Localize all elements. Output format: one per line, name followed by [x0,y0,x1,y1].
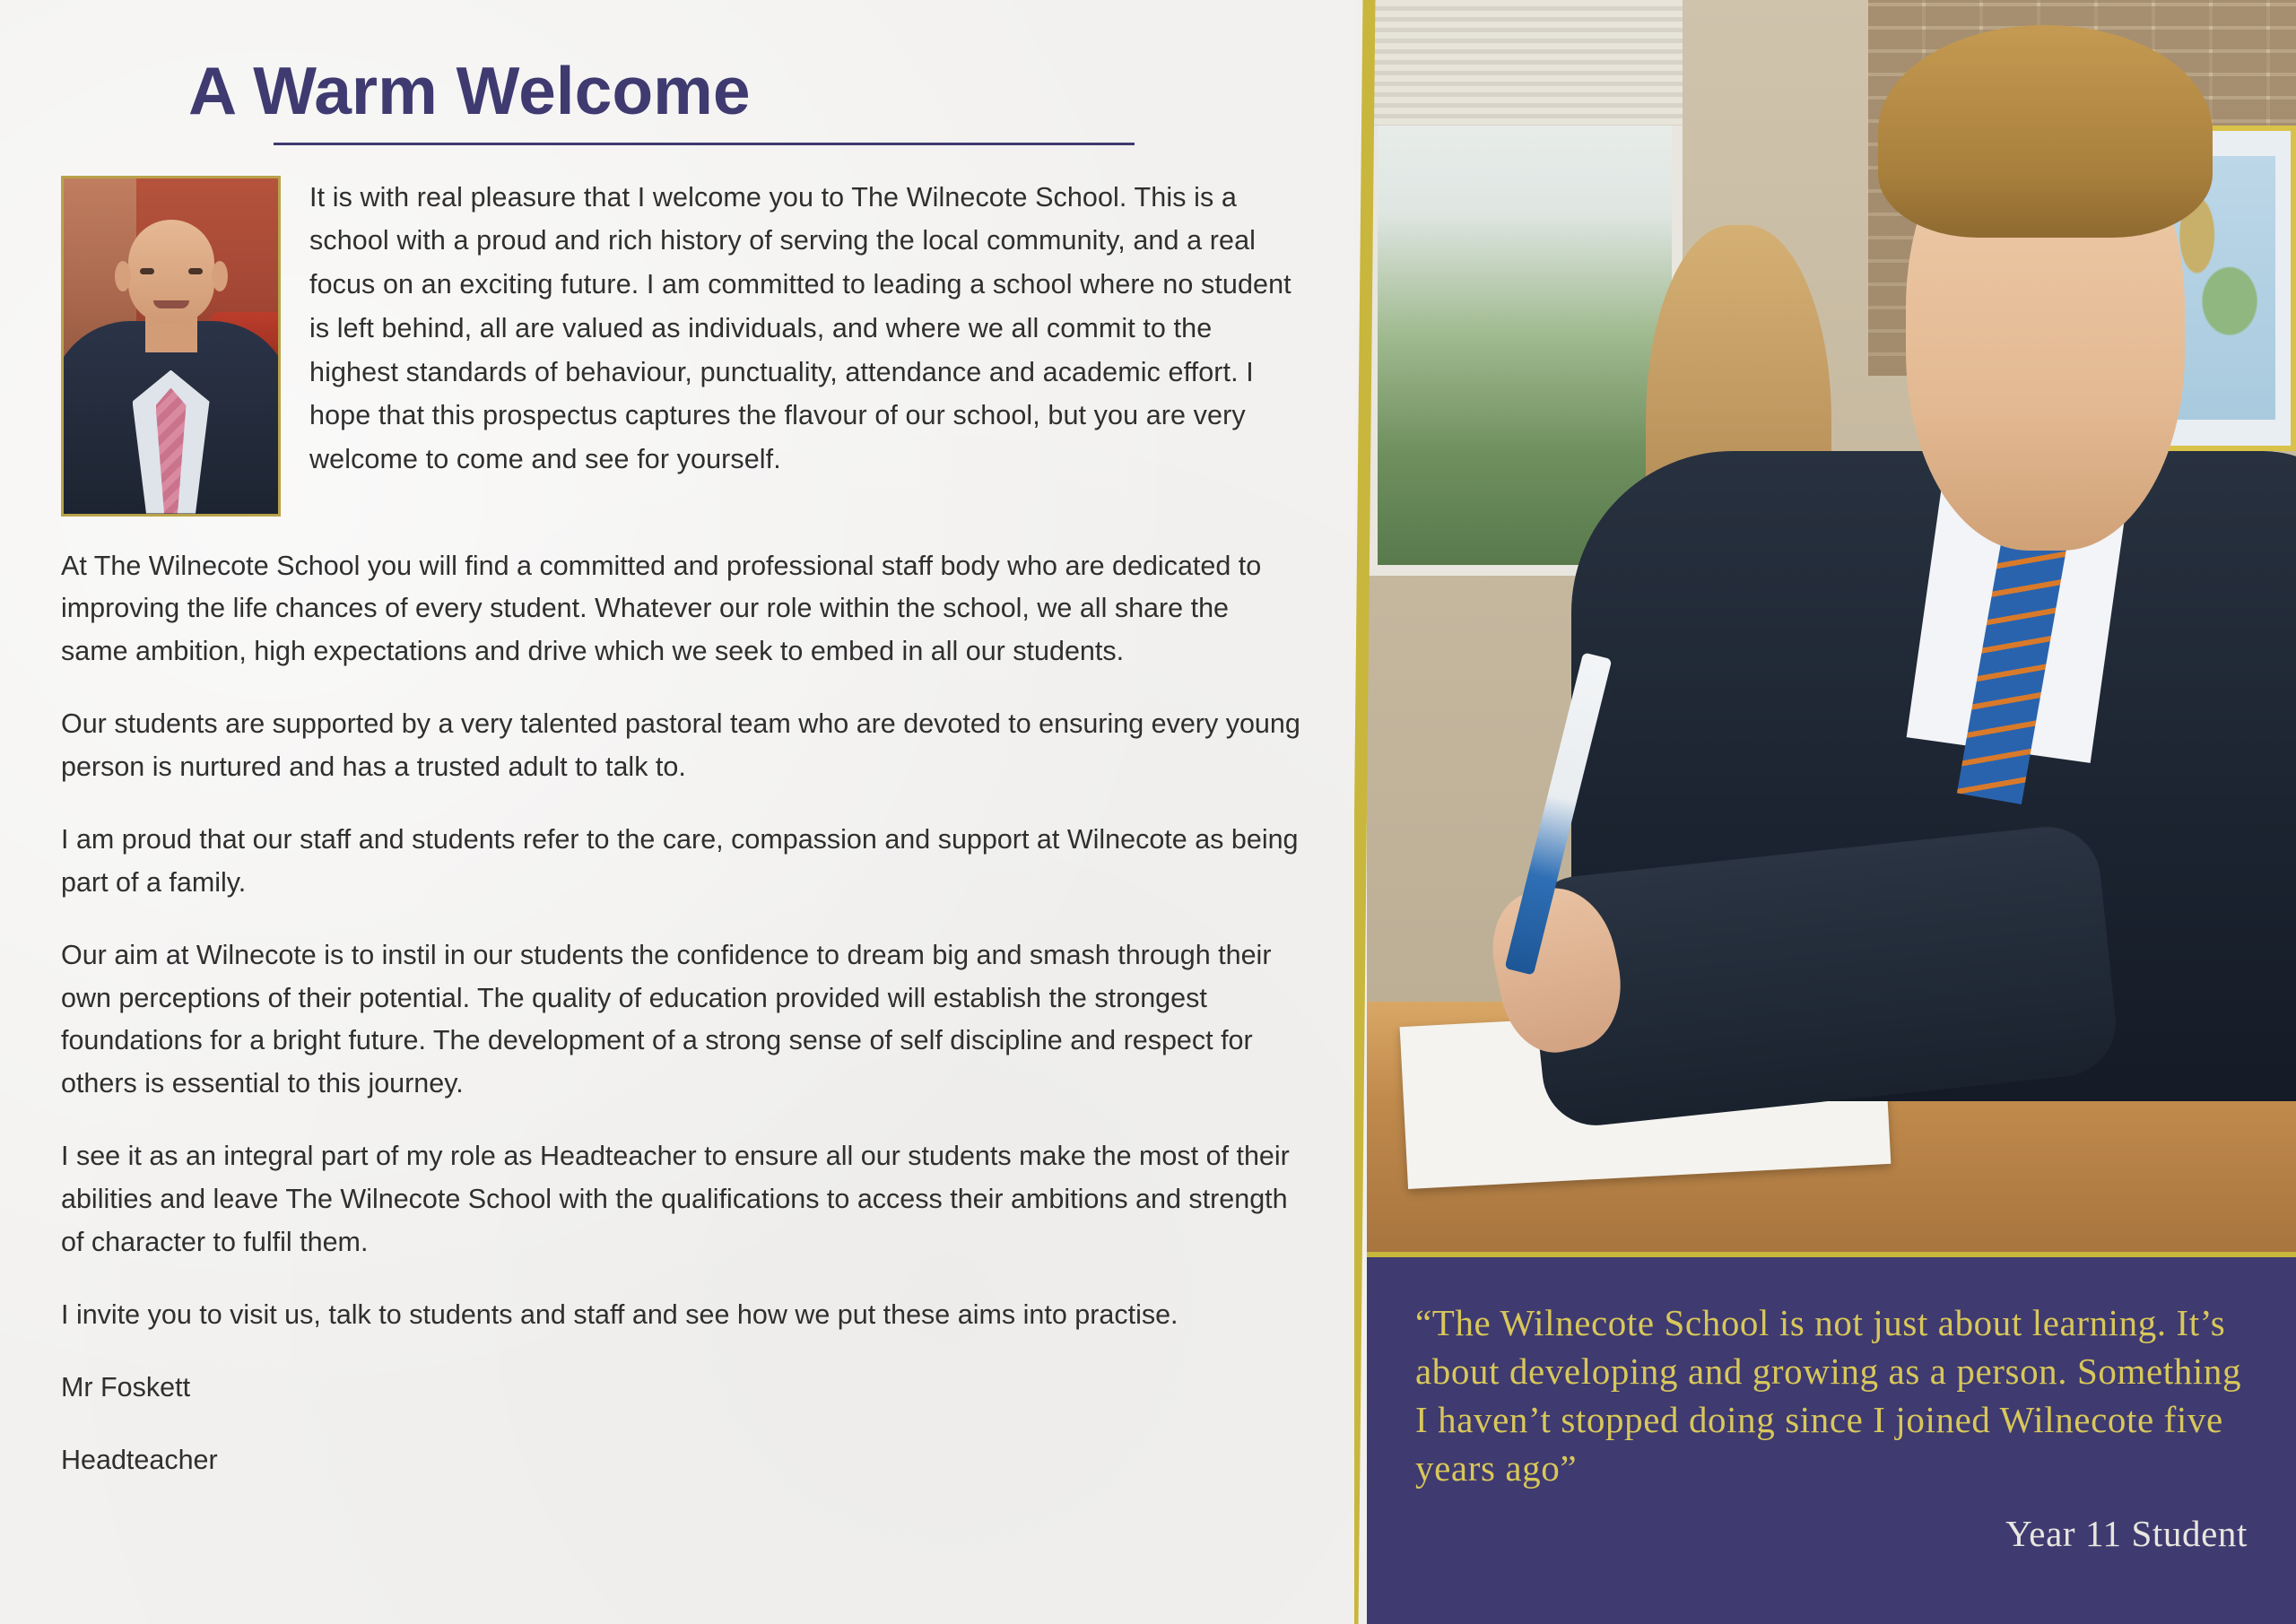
student-quote: “The Wilnecote School is not just about learning. It’s about developing and growing as a person. Something I haven’t stopped doing since I joined Wilnecote five years ago” [1415,1302,2242,1489]
letter-paragraph: I invite you to visit us, talk to students and staff and see how we put these aims into practise. [61,1298,1178,1330]
letter-paragraph: Our aim at Wilnecote is to instil in our students the confidence to dream big and smash through their own perceptions of their potential. The quality of education provided will establish the strongest foundations for a bright future. The development of a strong sense of self discipline and respect for others is essential to this journey. [61,939,1272,1099]
quote-attribution: Year 11 Student [2005,1513,2248,1555]
intro-block [54,176,1300,517]
page-title: A Warm Welcome [188,53,751,128]
letter-body [54,517,1300,1482]
media-column [1354,0,2296,1624]
letter-paragraph: At The Wilnecote School you will find a committed and professional staff body who are dedicated to improving the life chances of every student. Whatever our role within the school, we all share the same ambition, high expectations and drive which we seek to embed in all our students. [61,550,1262,667]
title-underline [274,143,1135,145]
letter-paragraph: Our students are supported by a very talented pastoral team who are devoted to ensuring every young person is nurtured and has a trusted adult to talk to. [61,708,1300,782]
headteacher-portrait [61,176,281,517]
classroom-photo [1367,0,2296,1252]
letter-paragraph: I am proud that our staff and students refer to the care, compassion and support at Wilnecote as being part of a family. [61,823,1299,898]
letter-paragraph: I see it as an integral part of my role as Headteacher to ensure all our students make the most of their abilities and leave The Wilnecote School with the qualifications to access their ambitions and strength of character to fulfil them. [61,1141,1290,1257]
signature-name: Mr Foskett [61,1371,191,1403]
signature-role: Headteacher [61,1444,218,1475]
student-quote-panel [1367,1252,2296,1624]
intro-paragraph: It is with real pleasure that I welcome you to The Wilnecote School. This is a school with a proud and rich history of serving the local community, and a real focus on an exciting future. I am committed to leading a school where no student is left behind, all are valued as individuals, and where we all commit to the highest standards of behaviour, punctuality, attendance and academic effort. I hope that this prospectus captures the flavour of our school, but you are very welcome to come and see for yourself. [309,181,1292,475]
